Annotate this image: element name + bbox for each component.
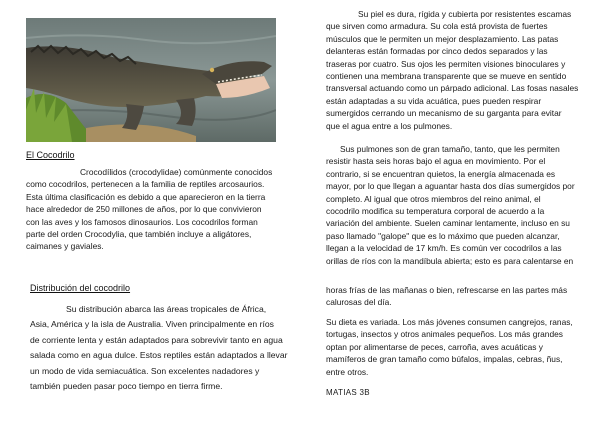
text-line: que el agua entre a los pulmones. — [326, 120, 453, 131]
text-line: cocodrilo modifica su temperatura corporal de acuerdo a la — [326, 206, 545, 217]
text-line: optan por alimentarse de peces, carroña, aves acuáticas y — [326, 341, 543, 352]
paragraph-lungs — [326, 143, 588, 267]
text-line: variación del ambiente. Suelen caminar lentamente, incluso en su — [326, 218, 570, 229]
text-line: están adaptadas a su vida acuática, pues pueden respirar — [326, 95, 542, 106]
text-line: horas frías de las mañanas o bien, refrescarse en las partes más — [326, 285, 568, 295]
text-line: parte del orden Crocodylia, que también incluye a aligátores, — [26, 229, 252, 240]
text-line: también pueden pasar poco tiempo en tierra firme. — [30, 381, 223, 392]
text-line: paso llamado "galope" que es lo máximo que pueden alcanzar, — [326, 230, 560, 241]
text-line: delanteras están formadas por cinco dedos separados y las — [326, 46, 548, 57]
text-line: contienen una membrana transparente que se mueve en sentido — [326, 71, 567, 82]
paragraph-distribution — [30, 302, 288, 394]
text-line: Su piel es dura, rígida y cubierta por resistentes escamas — [358, 9, 572, 19]
text-line: orillas de ríos con la mandíbula abierta; esto es para calentarse en — [326, 255, 574, 266]
text-line: Sus pulmones son de gran tamaño, tanto, que les permiten — [340, 144, 560, 154]
text-line: contrario, si se encuentran quietos, la energía almacenada es — [326, 168, 556, 179]
text-line: resistir hasta seis horas bajo el agua en movimiento. Por el — [326, 156, 546, 167]
text-line: mayor, por lo que llegan a aguantar hasta dos días sumergidos por — [326, 181, 575, 192]
text-line: llegan a la velocidad de 17 km/h. Es común ver cocodrilos a las — [326, 243, 562, 254]
text-line: Su distribución abarca las áreas tropicales de África, — [66, 304, 267, 314]
text-line: tortugas, insectos y otros animales pequeños. Los más grandes — [326, 329, 563, 340]
text-line: entre otros. — [326, 366, 369, 377]
text-line: sumergidos cerrando un mecanismo de su garganta para evitar — [326, 108, 562, 119]
paragraph-intro — [26, 166, 276, 253]
section-title-distribucion: Distribución del cocodrilo — [30, 283, 131, 293]
paragraph-diet — [326, 316, 588, 378]
author-signature: MATIAS 3B — [326, 388, 370, 397]
text-line: transversal actuando como un párpado adicional. Las fosas nasales — [326, 83, 579, 94]
text-line: un modo de vida semiacuática. Son excelentes nadadores y — [30, 365, 260, 376]
text-line: de corriente lenta y están adaptados para sobrevivir tanto en agua — [30, 334, 283, 345]
crocodile-photo — [26, 18, 276, 142]
text-line: Su dieta es variada. Los más jóvenes consumen cangrejos, ranas, — [326, 317, 573, 327]
text-line: completo. Al igual que otros miembros del reino animal, el — [326, 193, 541, 204]
text-line: traseras por cuatro. Sus ojos les permiten visiones binoculares y — [326, 58, 566, 69]
right-page — [300, 0, 600, 424]
text-line: Esta última clasificación es debido a que aparecieron en la tierra — [26, 191, 266, 202]
paragraph-skin — [326, 8, 588, 132]
text-line: que sirven como armadura. Su cola está provista de fuertes — [326, 21, 548, 32]
text-line: salada como en agua dulce. Estos reptiles están adaptados a llevar — [30, 350, 288, 361]
text-line: caimanes y gaviales. — [26, 241, 104, 252]
paragraph-lungs-continued — [326, 284, 588, 309]
text-line: músculos que le permiten un mejor desplazamiento. Las patas — [326, 33, 559, 44]
text-line: calurosas del día. — [326, 297, 392, 308]
text-line: Crocodílidos (crocodylidae) comúnmente conocidos — [80, 167, 273, 177]
text-line: como cocodrilos, pertenecen a la familia de reptiles arcosaurios. — [26, 179, 265, 190]
text-line: mamíferos de gran tamaño como búfalos, impalas, cebras, ñus, — [326, 354, 563, 365]
text-line: Asia, América y la isla de Australia. Viven principalmente en ríos — [30, 319, 274, 330]
section-title-el-cocodrilo: El Cocodrilo — [26, 150, 75, 160]
text-line: con las aves y los famosos dinosaurios. Los cocodrilos forman — [26, 216, 258, 227]
text-line: hace alrededor de 250 millones de años, por lo que convivieron — [26, 204, 262, 215]
